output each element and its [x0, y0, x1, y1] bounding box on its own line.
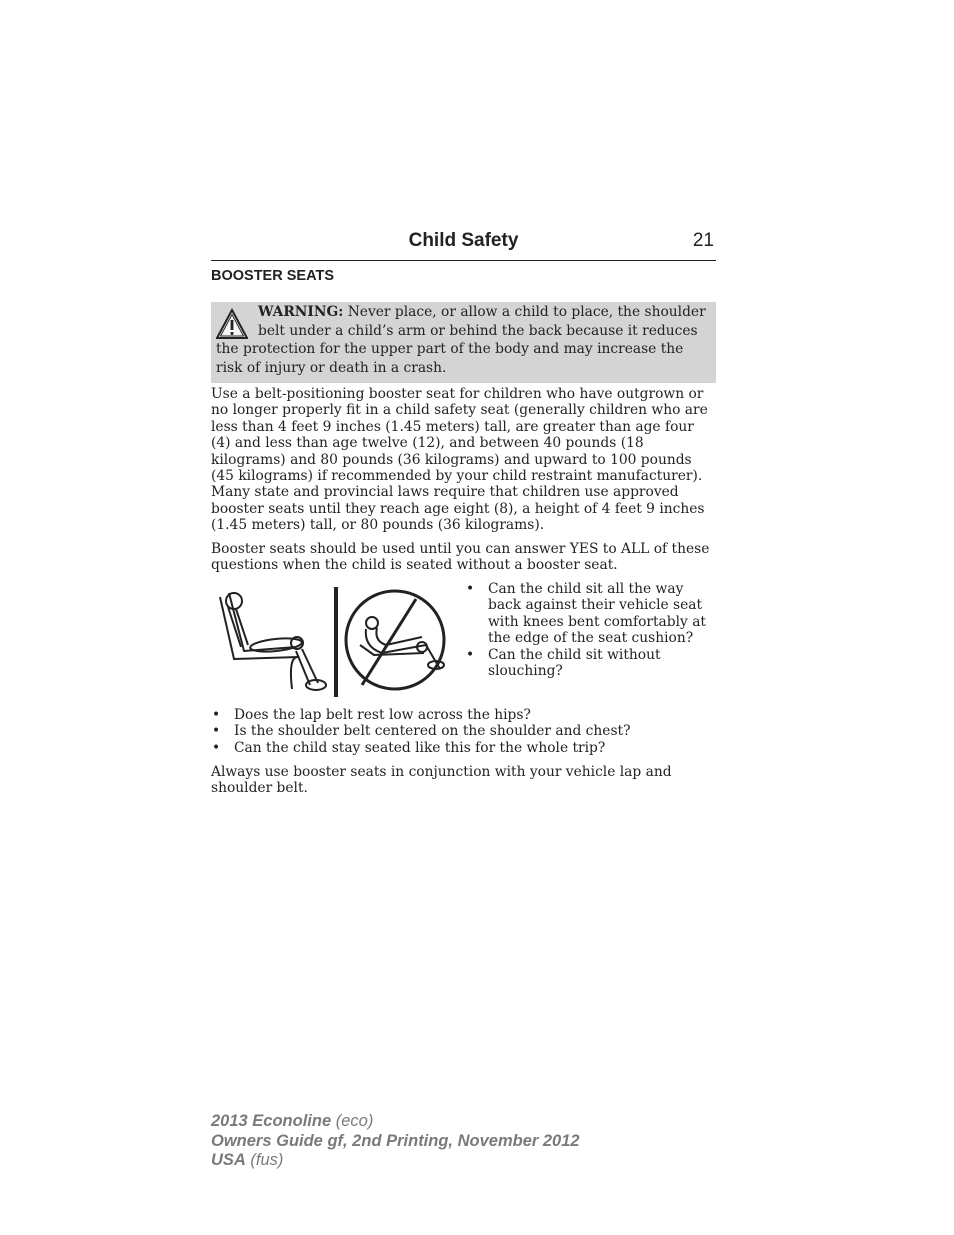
- list-item: • Is the shoulder belt centered on the shoulder and chest?: [211, 723, 717, 739]
- booster-paragraph: Booster seats should be used until you can answer YES to ALL of these questions when the child is seated without a booster seat.: [211, 541, 710, 574]
- footer-line-2: Owners Guide gf, 2nd Printing, November 2012: [211, 1131, 580, 1150]
- section-heading: BOOSTER SEATS: [211, 268, 334, 284]
- list-item: • Can the child stay seated like this for the whole trip?: [211, 740, 717, 756]
- prohibited-seating-icon: [346, 591, 444, 689]
- list-item: • Does the lap belt rest low across the hips?: [211, 707, 717, 723]
- warning-box: [211, 302, 716, 383]
- document-footer: [211, 1112, 580, 1171]
- footer-line-3: USA (fus): [211, 1151, 284, 1169]
- closing-paragraph: Always use booster seats in conjunction with your vehicle lap and shoulder belt.: [211, 764, 672, 797]
- booster-seat-illustration: [214, 585, 454, 699]
- questions-bottom-list: [211, 707, 717, 756]
- questions-right-list: [465, 581, 715, 679]
- intro-paragraph: Use a belt-positioning booster seat for children who have outgrown or no longer properly fit in a child safety seat (generally children who are less than 4 feet 9 inches (1.45 meters) tall, are greater than age four (4) and less than age twelve (12), and between 40 pounds (18 kilograms) and 80 pounds (36 kilograms) and upward to 100 pounds (45 kilograms) if recommended by your child restraint manufacturer). Many state and provincial laws require that children use approved booster seats until they reach age eight (8), a height of 4 feet 9 inches (1.45 meters) tall, or 80 pounds (36 kilograms).: [211, 386, 708, 534]
- warning-triangle-icon: [216, 308, 248, 340]
- warning-label: WARNING:: [258, 304, 344, 320]
- divider: [334, 587, 338, 697]
- footer-line-1: 2013 Econoline (eco): [211, 1112, 374, 1130]
- section-title: Child Safety: [408, 230, 519, 251]
- page-number: 21: [692, 230, 714, 251]
- warning-text: Never place, or allow a child to place, the shoulder belt under a child’s arm or behind the back because it reduces the protection for the upper part of the body and may increase the risk of injury or death in a crash.: [216, 304, 706, 376]
- page-header: [211, 230, 716, 261]
- correct-seating-icon: [220, 593, 326, 690]
- list-item: • Can the child sit without slouching?: [465, 647, 715, 680]
- list-item: • Can the child sit all the way back against their vehicle seat with knees bent comfortably at the edge of the seat cushion?: [465, 581, 715, 647]
